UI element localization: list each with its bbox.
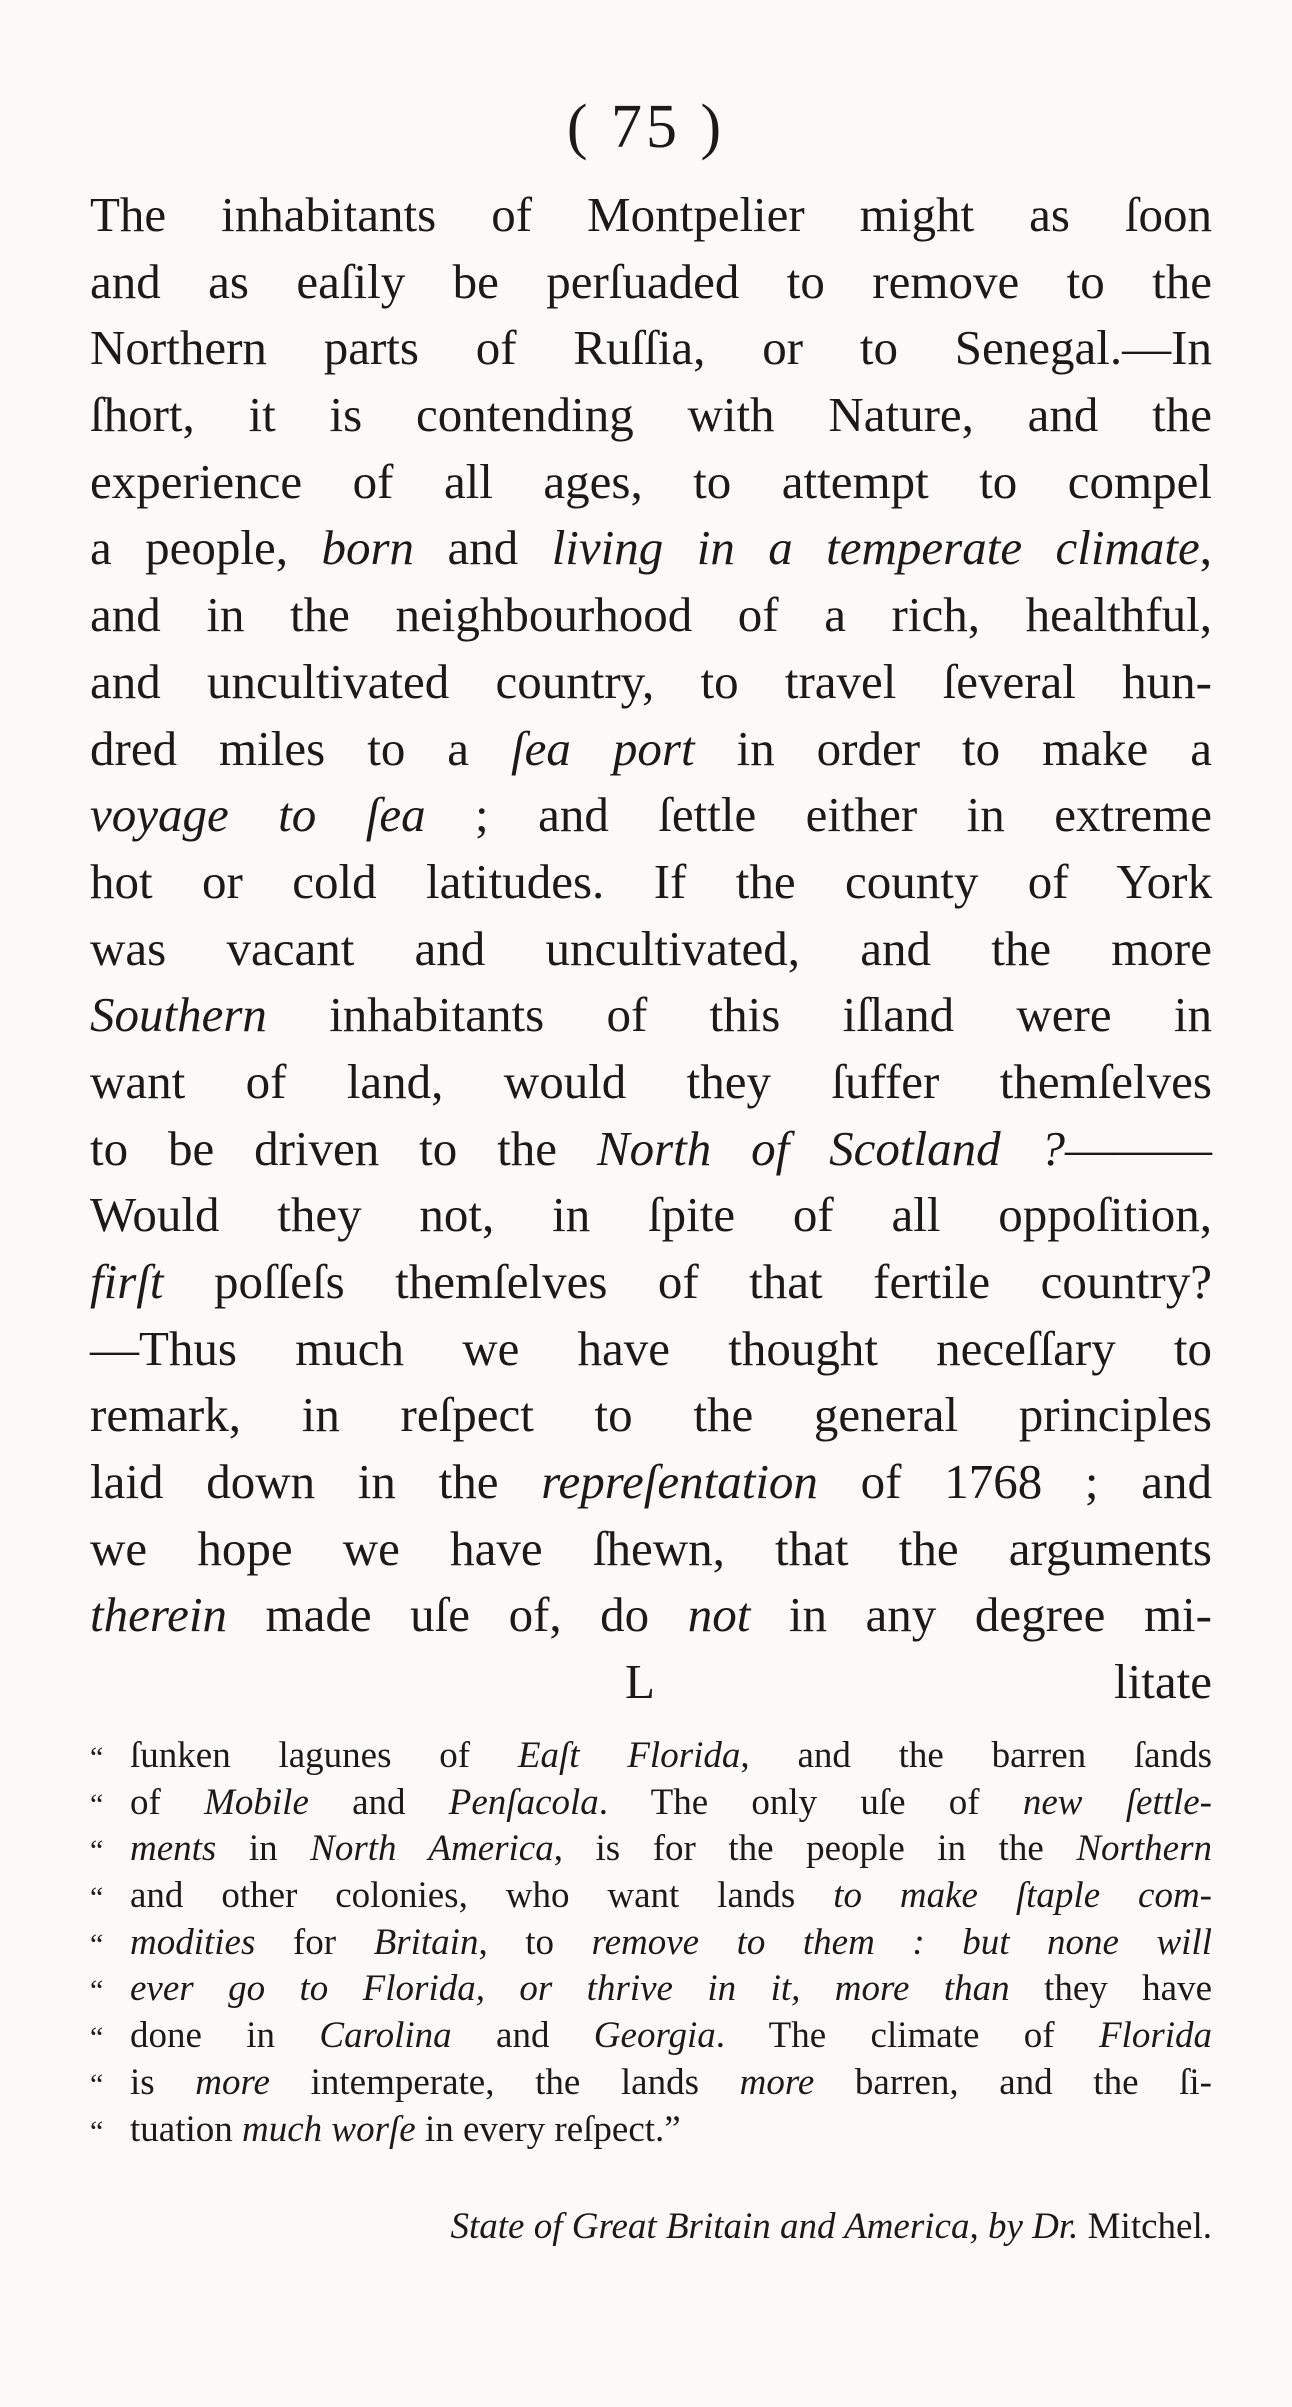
text-line: a people, born and living in a temperate climate, bbox=[90, 520, 1213, 576]
text-line: therein made uſe of, do not in any degree mi- bbox=[90, 1587, 1212, 1643]
text-line: ſhort, it is contending with Nature, and the bbox=[90, 387, 1212, 443]
body-text bbox=[90, 182, 1212, 1716]
text-line: and uncultivated country, to travel ſeveral hun- bbox=[90, 653, 1212, 709]
quote-mark: “ bbox=[90, 2067, 104, 2101]
text-line: want of land, would they ſuffer themſelves bbox=[90, 1053, 1212, 1109]
footnote-line: “ ments in North America, is for the people in the Northern bbox=[90, 1826, 1212, 1873]
signature-line bbox=[90, 1649, 1212, 1716]
text-line: The inhabitants of Montpelier might as ſoon bbox=[90, 187, 1212, 242]
footnote-line: “ is more intemperate, the lands more barren, and the ſi- bbox=[90, 2060, 1212, 2107]
catchword: litate bbox=[1114, 1654, 1212, 1710]
footnote-line: “ modities for Britain, to remove to them : but none will bbox=[90, 1920, 1212, 1967]
text-line: dred miles to a ſea port in order to make a bbox=[90, 720, 1213, 776]
quote-mark: “ bbox=[90, 1881, 104, 1915]
text-line: and as eaſily be perſuaded to remove to the bbox=[90, 253, 1212, 309]
footnote bbox=[90, 1733, 1212, 2153]
text-line: and in the neighbourhood of a rich, healthful, bbox=[90, 587, 1212, 643]
text-line: voyage to ſea ; and ſettle either in extreme bbox=[90, 787, 1212, 843]
footnote-line: “ tuation much worſe in every reſpect.” bbox=[90, 2107, 1212, 2154]
quote-mark: “ bbox=[90, 2114, 104, 2148]
text-line: Southern inhabitants of this iſland were in bbox=[90, 987, 1212, 1043]
text-line: —Thus much we have thought neceſſary to bbox=[90, 1320, 1212, 1376]
quote-mark: “ bbox=[90, 1787, 104, 1821]
text-line: we hope we have ſhewn, that the arguments bbox=[90, 1520, 1212, 1576]
text-line: laid down in the repreſentation of 1768 ; and bbox=[90, 1454, 1212, 1510]
text-line: to be driven to the North of Scotland ?——— bbox=[90, 1120, 1212, 1176]
footnote-line: “ and other colonies, who want lands to make ſtaple com- bbox=[90, 1873, 1212, 1920]
text-line: experience of all ages, to attempt to compel bbox=[90, 453, 1212, 509]
text-line: was vacant and uncultivated, and the more bbox=[90, 920, 1212, 976]
footnote-line: “ ſunken lagunes of Eaſt Florida, and the barren ſands bbox=[90, 1733, 1212, 1780]
quote-mark: “ bbox=[90, 1974, 104, 2008]
text-line: firſt poſſeſs themſelves of that fertile country? bbox=[90, 1254, 1212, 1309]
footnote-line: “ ever go to Florida, or thrive in it, more than they have bbox=[90, 1966, 1212, 2013]
footnote-line: “ done in Carolina and Georgia. The climate of Florida bbox=[90, 2013, 1212, 2060]
text-line: remark, in reſpect to the general principles bbox=[90, 1387, 1212, 1443]
signature-mark: L bbox=[625, 1654, 655, 1710]
quote-mark: “ bbox=[90, 1834, 104, 1868]
text-line: Northern parts of Ruſſia, or to Senegal.—In bbox=[90, 320, 1212, 376]
quote-mark: “ bbox=[90, 2021, 104, 2055]
page-number: ( 75 ) bbox=[566, 93, 726, 161]
footnote-attribution: State of Great Britain and America, by Dr. Mitchel. bbox=[450, 2206, 1212, 2247]
text-line: Would they not, in ſpite of all oppoſition, bbox=[90, 1187, 1212, 1243]
text-line: hot or cold latitudes. If the county of York bbox=[90, 853, 1212, 909]
footnote-line: “ of Mobile and Penſacola. The only uſe of new ſettle- bbox=[90, 1780, 1212, 1827]
quote-mark: “ bbox=[90, 1741, 104, 1774]
quote-mark: “ bbox=[90, 1927, 104, 1961]
